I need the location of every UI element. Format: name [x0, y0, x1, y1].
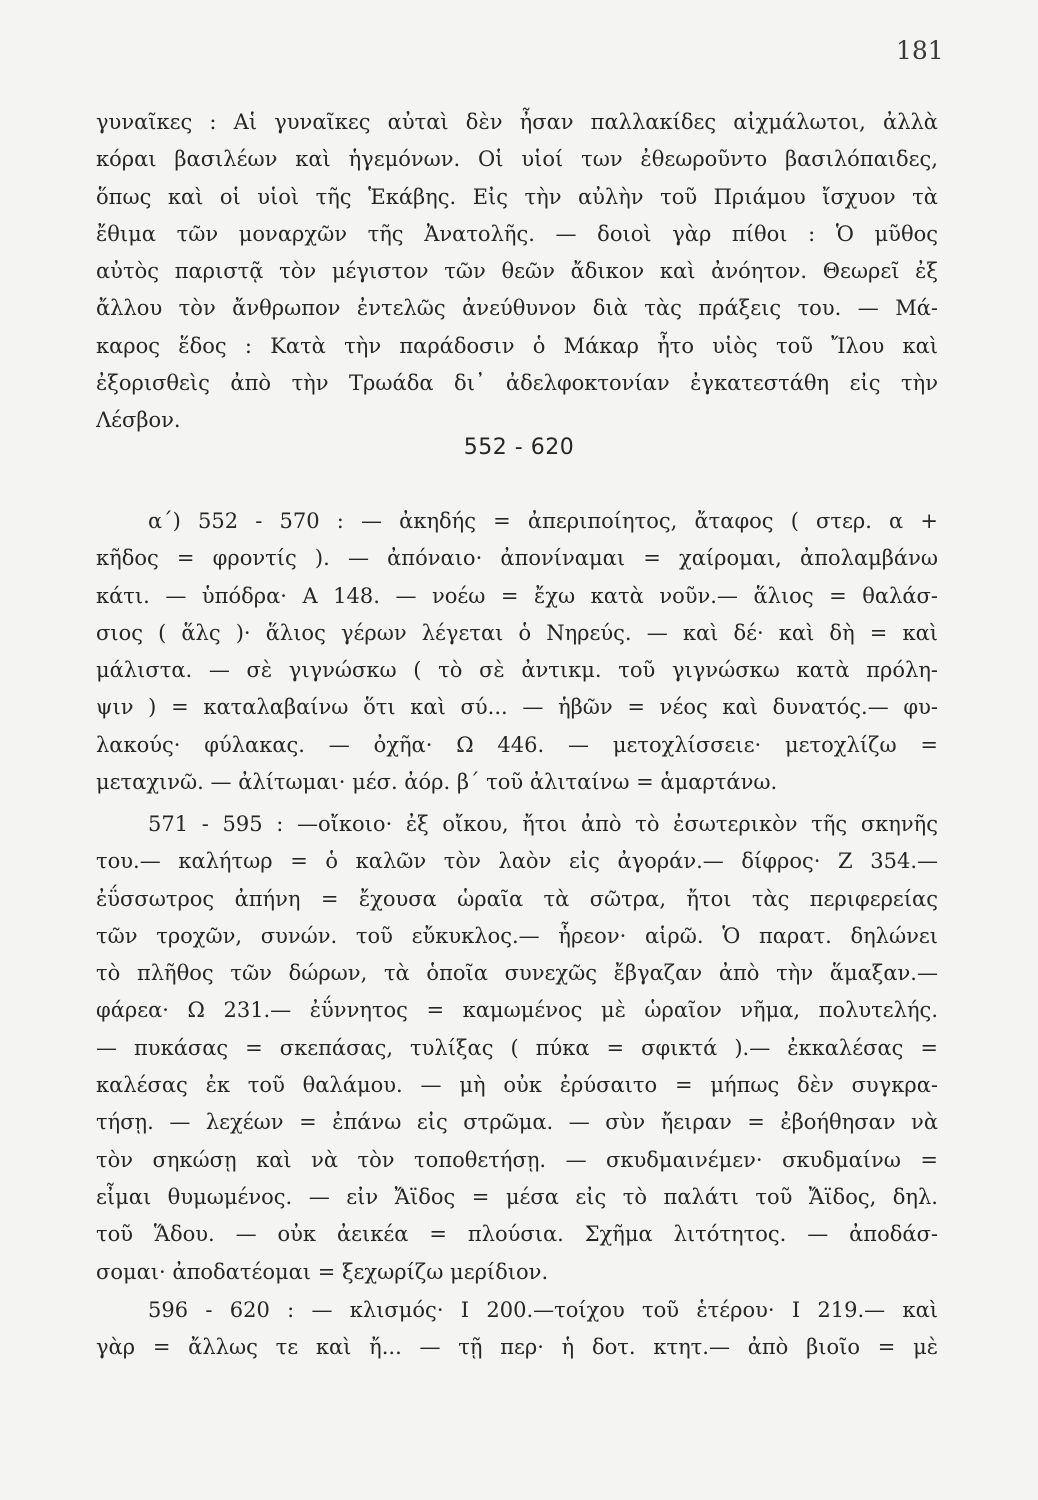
- text-line: ψιν ) = καταλαβαίνω ὅτι καὶ σύ... — ἡβῶν = νέος καὶ δυνατός.— φυ-: [96, 695, 938, 720]
- text-line: γὰρ = ἄλλως τε καὶ ἤ... — τῇ περ· ἡ δοτ. κτητ.— ἀπὸ βιοῖο = μὲ: [96, 1335, 938, 1360]
- text-line: τὸ πλῆθος τῶν δώρων, τὰ ὁποῖα συνεχῶς ἔβγαζαν ἀπὸ τὴν ἅμαξαν.—: [96, 961, 938, 986]
- text-line: ἐΰσσωτρος ἀπήνη = ἔχουσα ὡραῖα τὰ σῶτρα, ἤτοι τὰς περιφερείας: [96, 886, 938, 911]
- text-line: ὅπως καὶ οἱ υἱοὶ τῆς Ἑκάβης. Εἰς τὴν αὐλὴν τοῦ Πριάμου ἴσχυον τὰ: [96, 184, 938, 209]
- text-line: σιος ( ἅλς )· ἅλιος γέρων λέγεται ὁ Νηρεύς. — καὶ δέ· καὶ δὴ = καὶ: [96, 620, 938, 645]
- text-line: 596 - 620 : — κλισμός· Ι 200.—τοίχου τοῦ ἑτέρου· Ι 219.— καὶ: [148, 1298, 938, 1322]
- text-line: καρος ἕδος : Κατὰ τὴν παράδοσιν ὁ Μάκαρ ἦτο υἱὸς τοῦ Ἴλου καὶ: [96, 333, 938, 358]
- text-line: κόραι βασιλέων καὶ ἡγεμόνων. Οἱ υἱοί των ἐθεωροῦντο βασιλόπαιδες,: [96, 147, 938, 172]
- text-line: γυναῖκες : Αἱ γυναῖκες αὐταὶ δὲν ἦσαν παλλακίδες αἰχμάλωτοι, ἀλλὰ: [96, 110, 938, 134]
- text-line: τὸν σηκώσῃ καὶ νὰ τὸν τοποθετήσῃ. — σκυδμαινέμεν· σκυδμαίνω =: [96, 1147, 938, 1172]
- page-number: 181: [896, 36, 944, 65]
- section-heading: 552 - 620: [463, 435, 575, 460]
- text-line: λακούς· φύλακας. — ὀχῆα· Ω 446. — μετοχλίσσειε· μετοχλίζω =: [96, 732, 938, 757]
- text-line: κῆδος = φροντίς ). — ἀπόναιο· ἀπονίναμαι = χαίρομαι, ἀπολαμβάνω: [96, 546, 938, 571]
- text-line: καλέσας ἐκ τοῦ θαλάμου. — μὴ οὐκ ἐρύσαιτο = μήπως δὲν συγκρα-: [96, 1073, 938, 1098]
- commentary-paragraph-3: [96, 806, 938, 1291]
- commentary-paragraph-1: [96, 104, 938, 440]
- text-line: Λέσβον.: [96, 408, 181, 433]
- commentary-paragraph-2: [96, 503, 938, 801]
- text-line: του.— καλήτωρ = ὁ καλῶν τὸν λαὸν εἰς ἀγοράν.— δίφρος· Ζ 354.—: [96, 849, 938, 874]
- commentary-paragraph-4: [96, 1292, 938, 1367]
- text-line: ἄλλου τὸν ἄνθρωπον ἐντελῶς ἀνεύθυνον διὰ τὰς πράξεις του. — Μά-: [96, 296, 938, 321]
- text-line: κάτι. — ὑπόδρα· Α 148. — νοέω = ἔχω κατὰ νοῦν.— ἅλιος = θαλάσ-: [96, 583, 938, 608]
- text-line: εἶμαι θυμωμένος. — εἰν Ἄϊδος = μέσα εἰς τὸ παλάτι τοῦ Ἄϊδος, δηλ.: [96, 1184, 938, 1209]
- text-line: σομαι· ἀποδατέομαι = ξεχωρίζω μερίδιον.: [96, 1259, 549, 1284]
- text-line: φάρεα· Ω 231.— ἐΰννητος = καμωμένος μὲ ὡραῖον νῆμα, πολυτελής.: [96, 998, 938, 1023]
- text-line: ἐξορισθεὶς ἀπὸ τὴν Τρωάδα δι᾿ ἀδελφοκτονίαν ἐγκατεστάθη εἰς τὴν: [96, 371, 938, 396]
- text-line: 571 - 595 : —οἴκοιο· ἐξ οἴκου, ἤτοι ἀπὸ τὸ ἐσωτερικὸν τῆς σκηνῆς: [148, 812, 938, 836]
- text-line: ἔθιμα τῶν μοναρχῶν τῆς Ἀνατολῆς. — δοιοὶ γὰρ πίθοι : Ὁ μῦθος: [96, 221, 938, 246]
- text-line: αὐτὸς παριστᾷ τὸν μέγιστον τῶν θεῶν ἄδικον καὶ ἀνόητον. Θεωρεῖ ἐξ: [96, 259, 938, 284]
- text-line: μάλιστα. — σὲ γιγνώσκω ( τὸ σὲ ἀντικμ. τοῦ γιγνώσκω κατὰ πρόλη-: [96, 658, 938, 683]
- text-line: τήσῃ. — λεχέων = ἐπάνω εἰς στρῶμα. — σὺν ἤειραν = ἐβοήθησαν νὰ: [96, 1110, 938, 1135]
- text-line: τῶν τροχῶν, συνών. τοῦ εὔκυκλος.— ἧρεον· αἱρῶ. Ὁ παρατ. δηλώνει: [96, 923, 938, 948]
- text-line: — πυκάσας = σκεπάσας, τυλίξας ( πύκα = σφικτά ).— ἐκκαλέσας =: [96, 1035, 938, 1060]
- text-line: τοῦ Ἅδου. — οὐκ ἀεικέα = πλούσια. Σχῆμα λιτότητος. — ἀποδάσ-: [96, 1222, 938, 1247]
- text-line: α΄) 552 - 570 : — ἀκηδής = ἀπεριποίητος, ἄταφος ( στερ. α +: [148, 509, 938, 533]
- text-line: μεταχινῶ. — ἀλίτωμαι· μέσ. ἀόρ. β΄ τοῦ ἀλιταίνω = ἁμαρτάνω.: [96, 770, 778, 795]
